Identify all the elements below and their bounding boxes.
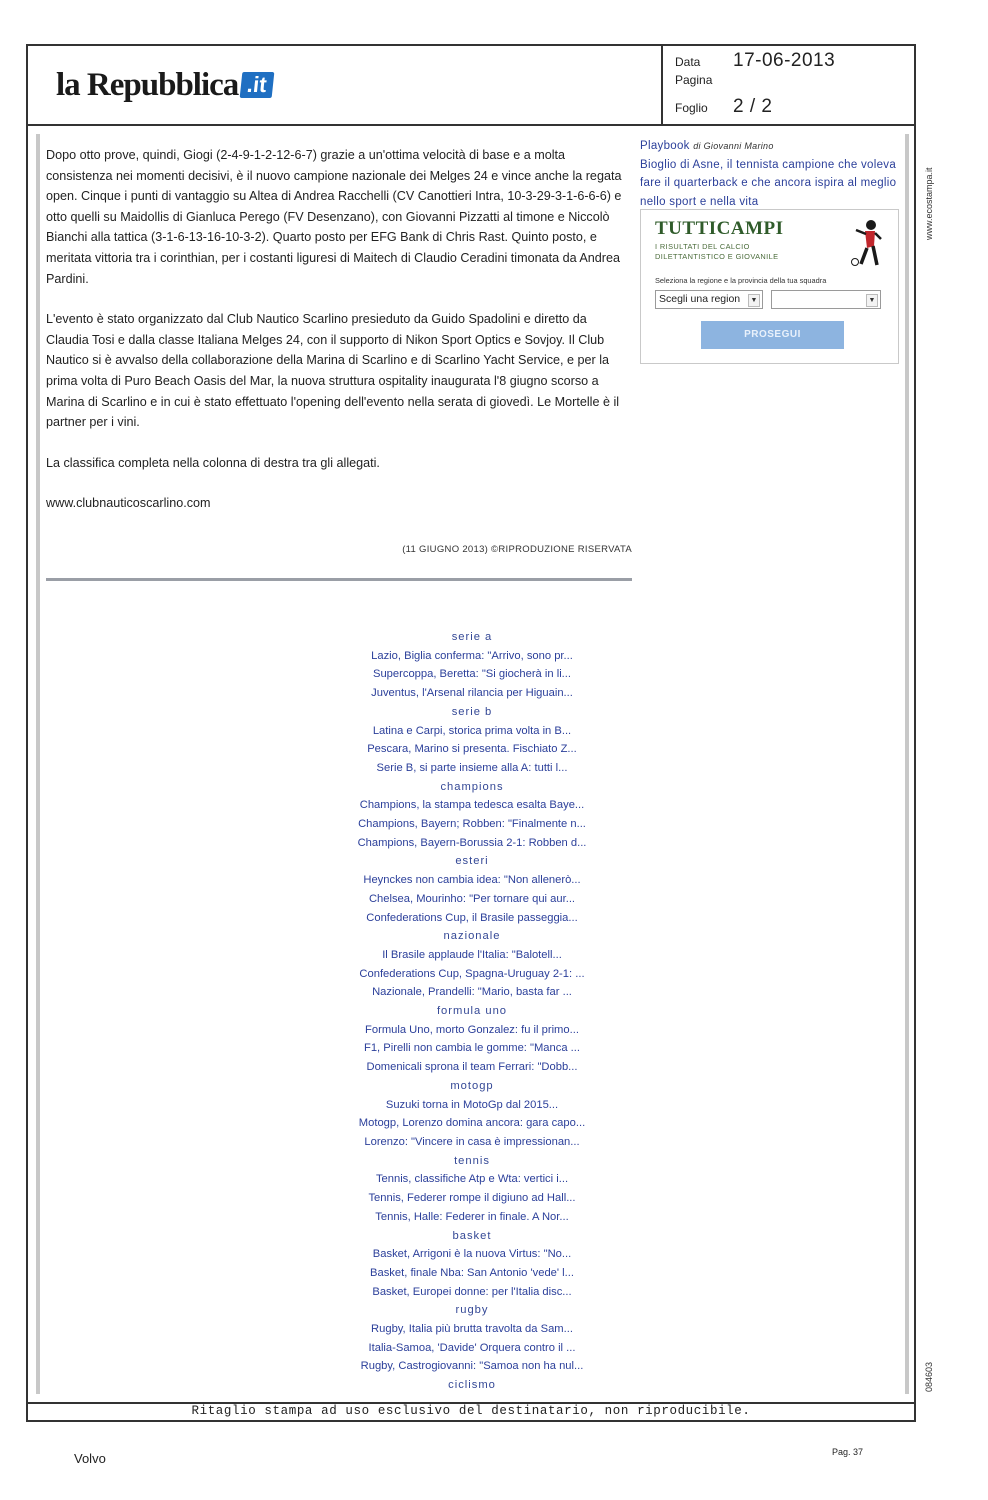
sports-category-heading[interactable]: tennis [454,1154,490,1167]
clipping-meta [675,50,905,119]
sports-news-link[interactable]: Pescara, Marino si presenta. Fischiato Z... [367,743,577,756]
sports-news-link[interactable]: Italia-Samoa, 'Davide' Orquera contro il ... [368,1341,576,1354]
clip-notice: Ritaglio stampa ad uso esclusivo del destinatario, non riproducibile. [26,1404,916,1422]
chevron-down-icon: ▼ [866,294,878,307]
sports-news-link[interactable]: Confederations Cup, il Brasile passeggia... [366,911,578,924]
sports-news-link[interactable]: Basket, Europei donne: per l'Italia disc... [372,1285,572,1298]
sports-category-heading[interactable]: basket [452,1229,492,1242]
sports-news-link[interactable]: Supercoppa, Beretta: "Si giocherà in li... [373,668,571,681]
sports-category-heading[interactable]: ciclismo [448,1379,496,1392]
ad-subtitle [655,242,778,262]
sports-news-list [322,628,622,1395]
sports-category-heading[interactable]: serie b [451,705,493,718]
chevron-down-icon: ▼ [748,294,760,307]
clipping-code: 084603 [924,1361,934,1392]
meta-label: Pagina [675,73,713,87]
sports-news-link[interactable]: Latina e Carpi, storica prima volta in B... [372,724,572,737]
football-player-icon [847,218,885,270]
province-select[interactable] [771,290,881,309]
region-select[interactable] [655,290,763,309]
tutticampi-ad [640,209,899,364]
sports-news-link[interactable]: F1, Pirelli non cambia le gomme: "Manca ... [364,1042,580,1055]
sports-news-link[interactable]: Lazio, Biglia conferma: "Arrivo, sono pr... [371,649,573,662]
sports-news-link[interactable]: Juventus, l'Arsenal rilancia per Higuain... [371,687,573,700]
logo-text: la Repubblica [56,66,239,103]
sports-category-heading[interactable]: motogp [450,1079,494,1092]
sports-news-link[interactable]: Basket, Arrigoni è la nuova Virtus: "No... [372,1248,572,1261]
meta-value: 17-06-2013 [733,50,836,71]
sports-news-link[interactable]: Suzuki torna in MotoGp dal 2015... [385,1098,559,1111]
meta-row-sheet [675,96,905,119]
article-paragraph: L'evento è stato organizzato dal Club Nautico Scarlino presieduto da Guido Spadolini e diretto da Claudia Tosi e dalla classe Italiana Melges 24, con il supporto di Nikon Sport Optics e Sovjoy. Il Club Nautico si è avvalso della collaborazione della Marina di Scarlino e di Scarlino Yacht Service, e per la prima volta di Puro Beach Oasis del Mar, la nuova struttura ospitality inaugurata l'8 giugno scorso a Marina di Scarlino e in cui è stato effettuato l'opening dell'evento nella serata di giovedì. Le Mortelle è il partner per i vini. [46,312,620,430]
prosegui-button[interactable]: PROSEGUI [701,321,844,349]
sports-news-link[interactable]: Domenicali sprona il team Ferrari: "Dobb... [366,1061,578,1074]
ad-subtitle-line: DILETTANTISTICO E GIOVANILE [655,252,779,261]
sports-news-link[interactable]: Heynckes non cambia idea: "Non allenerò... [363,874,581,887]
ecostampa-watermark: www.ecostampa.it [924,167,934,240]
playbook-widget [640,137,905,211]
sports-news-link[interactable]: Rugby, Castrogiovanni: "Samoa non ha nul... [360,1360,584,1373]
article-paragraph: Dopo otto prove, quindi, Giogi (2-4-9-1-2-12-6-7) grazie a un'ottima velocità di base e a molta consistenza nei momenti decisivi, è il nuovo campione nazionale dei Melges 24 e vince anche la regata open. Cinque i punti di vantaggio su Altea di Andrea Racchelli (CV Canottieri Intra, 10-3-29-3-1-6-6-6) e otto quelli su Maidollis di Gianluca Perego (FV Desenzano), con Giovanni Pizzatti al timone e Niccolò Bianchi alla tattica (3-1-6-13-16-10-3-2). Quarto posto per EFG Bank di Chris Rast. Quinto posto, e meritata vittoria tra i corinthian, per i costanti liguresi di Maitech di Claudio Ceradini timonata da Andrea Pardini. [46,148,622,286]
sports-category-heading[interactable]: serie a [451,631,493,643]
region-select-value: Scegli una region [659,293,741,305]
copyright-credit: (11 GIUGNO 2013) ©RIPRODUZIONE RISERVATA [402,544,632,555]
ad-subtitle-line: I RISULTATI DEL CALCIO [655,242,750,251]
inner-rule-left [36,134,40,1394]
club-website-link[interactable]: www.clubnauticoscarlino.com [46,496,211,511]
sports-category-heading[interactable]: rugby [455,1304,489,1317]
sports-news-link[interactable]: Confederations Cup, Spagna-Uruguay 2-1: ... [359,967,585,980]
inner-rule-right [905,134,909,1394]
sports-news-link[interactable]: Serie B, si parte insieme alla A: tutti l... [376,761,568,774]
sports-news-link[interactable]: Champions, la stampa tedesca esalta Baye... [359,799,585,812]
meta-value: 2 / 2 [733,96,773,117]
meta-label: Data [675,55,701,69]
client-name: Volvo [74,1451,106,1466]
logo-badge: .it [240,72,274,98]
header-divider [661,44,663,126]
ad-title[interactable]: TUTTICAMPI [655,218,784,239]
repubblica-logo[interactable] [56,60,273,110]
sports-news-link[interactable]: Lorenzo: "Vincere in casa è impressionan... [364,1135,580,1148]
meta-row-page [675,73,905,96]
sports-news-link[interactable]: Tennis, Halle: Federer in finale. A Nor... [375,1210,569,1223]
sports-news-link[interactable]: Champions, Bayern-Borussia 2-1: Robben d... [357,836,587,849]
meta-row-date [675,50,905,73]
meta-label: Foglio [675,101,708,115]
sports-category-heading[interactable]: champions [440,780,504,793]
article-body [46,145,632,534]
ad-prompt: Seleziona la regione e la provincia della tua squadra [655,276,827,285]
sports-category-heading[interactable]: nazionale [443,930,501,943]
playbook-headline-link[interactable]: Bioglio di Asne, il tennista campione che voleva fare il quarterback e che ancora ispira al meglio nello sport e nella vita [640,158,897,208]
article-paragraph: La classifica completa nella colonna di destra tra gli allegati. [46,455,380,470]
sports-news-link[interactable]: Basket, finale Nba: San Antonio 'vede' l... [370,1266,574,1279]
sports-news-link[interactable]: Chelsea, Mourinho: "Per tornare qui aur... [368,892,576,905]
sports-news-link[interactable]: Formula Uno, morto Gonzalez: fu il primo... [365,1023,579,1036]
sports-news-link[interactable]: Tennis, Federer rompe il digiuno ad Hall... [368,1192,576,1205]
playbook-author: di Giovanni Marino [693,141,774,151]
sports-category-heading[interactable]: esteri [455,855,489,868]
sports-news-link[interactable]: Motogp, Lorenzo domina ancora: gara capo... [358,1117,586,1130]
sports-news-link[interactable]: Nazionale, Prandelli: "Mario, basta far ... [372,986,572,999]
sports-news-link[interactable]: Rugby, Italia più brutta travolta da Sam... [371,1323,573,1336]
sports-news-link[interactable]: Champions, Bayern; Robben: "Finalmente n... [358,818,586,831]
sports-news-link[interactable]: Il Brasile applaude l'Italia: "Balotell... [382,948,562,961]
playbook-label[interactable]: Playbook [640,140,690,152]
sports-category-heading[interactable]: formula uno [436,1005,508,1018]
sports-news-link[interactable]: Tennis, classifiche Atp e Wta: vertici i... [375,1173,569,1186]
article-divider [46,578,632,581]
page-number: Pag. 37 [832,1447,864,1457]
